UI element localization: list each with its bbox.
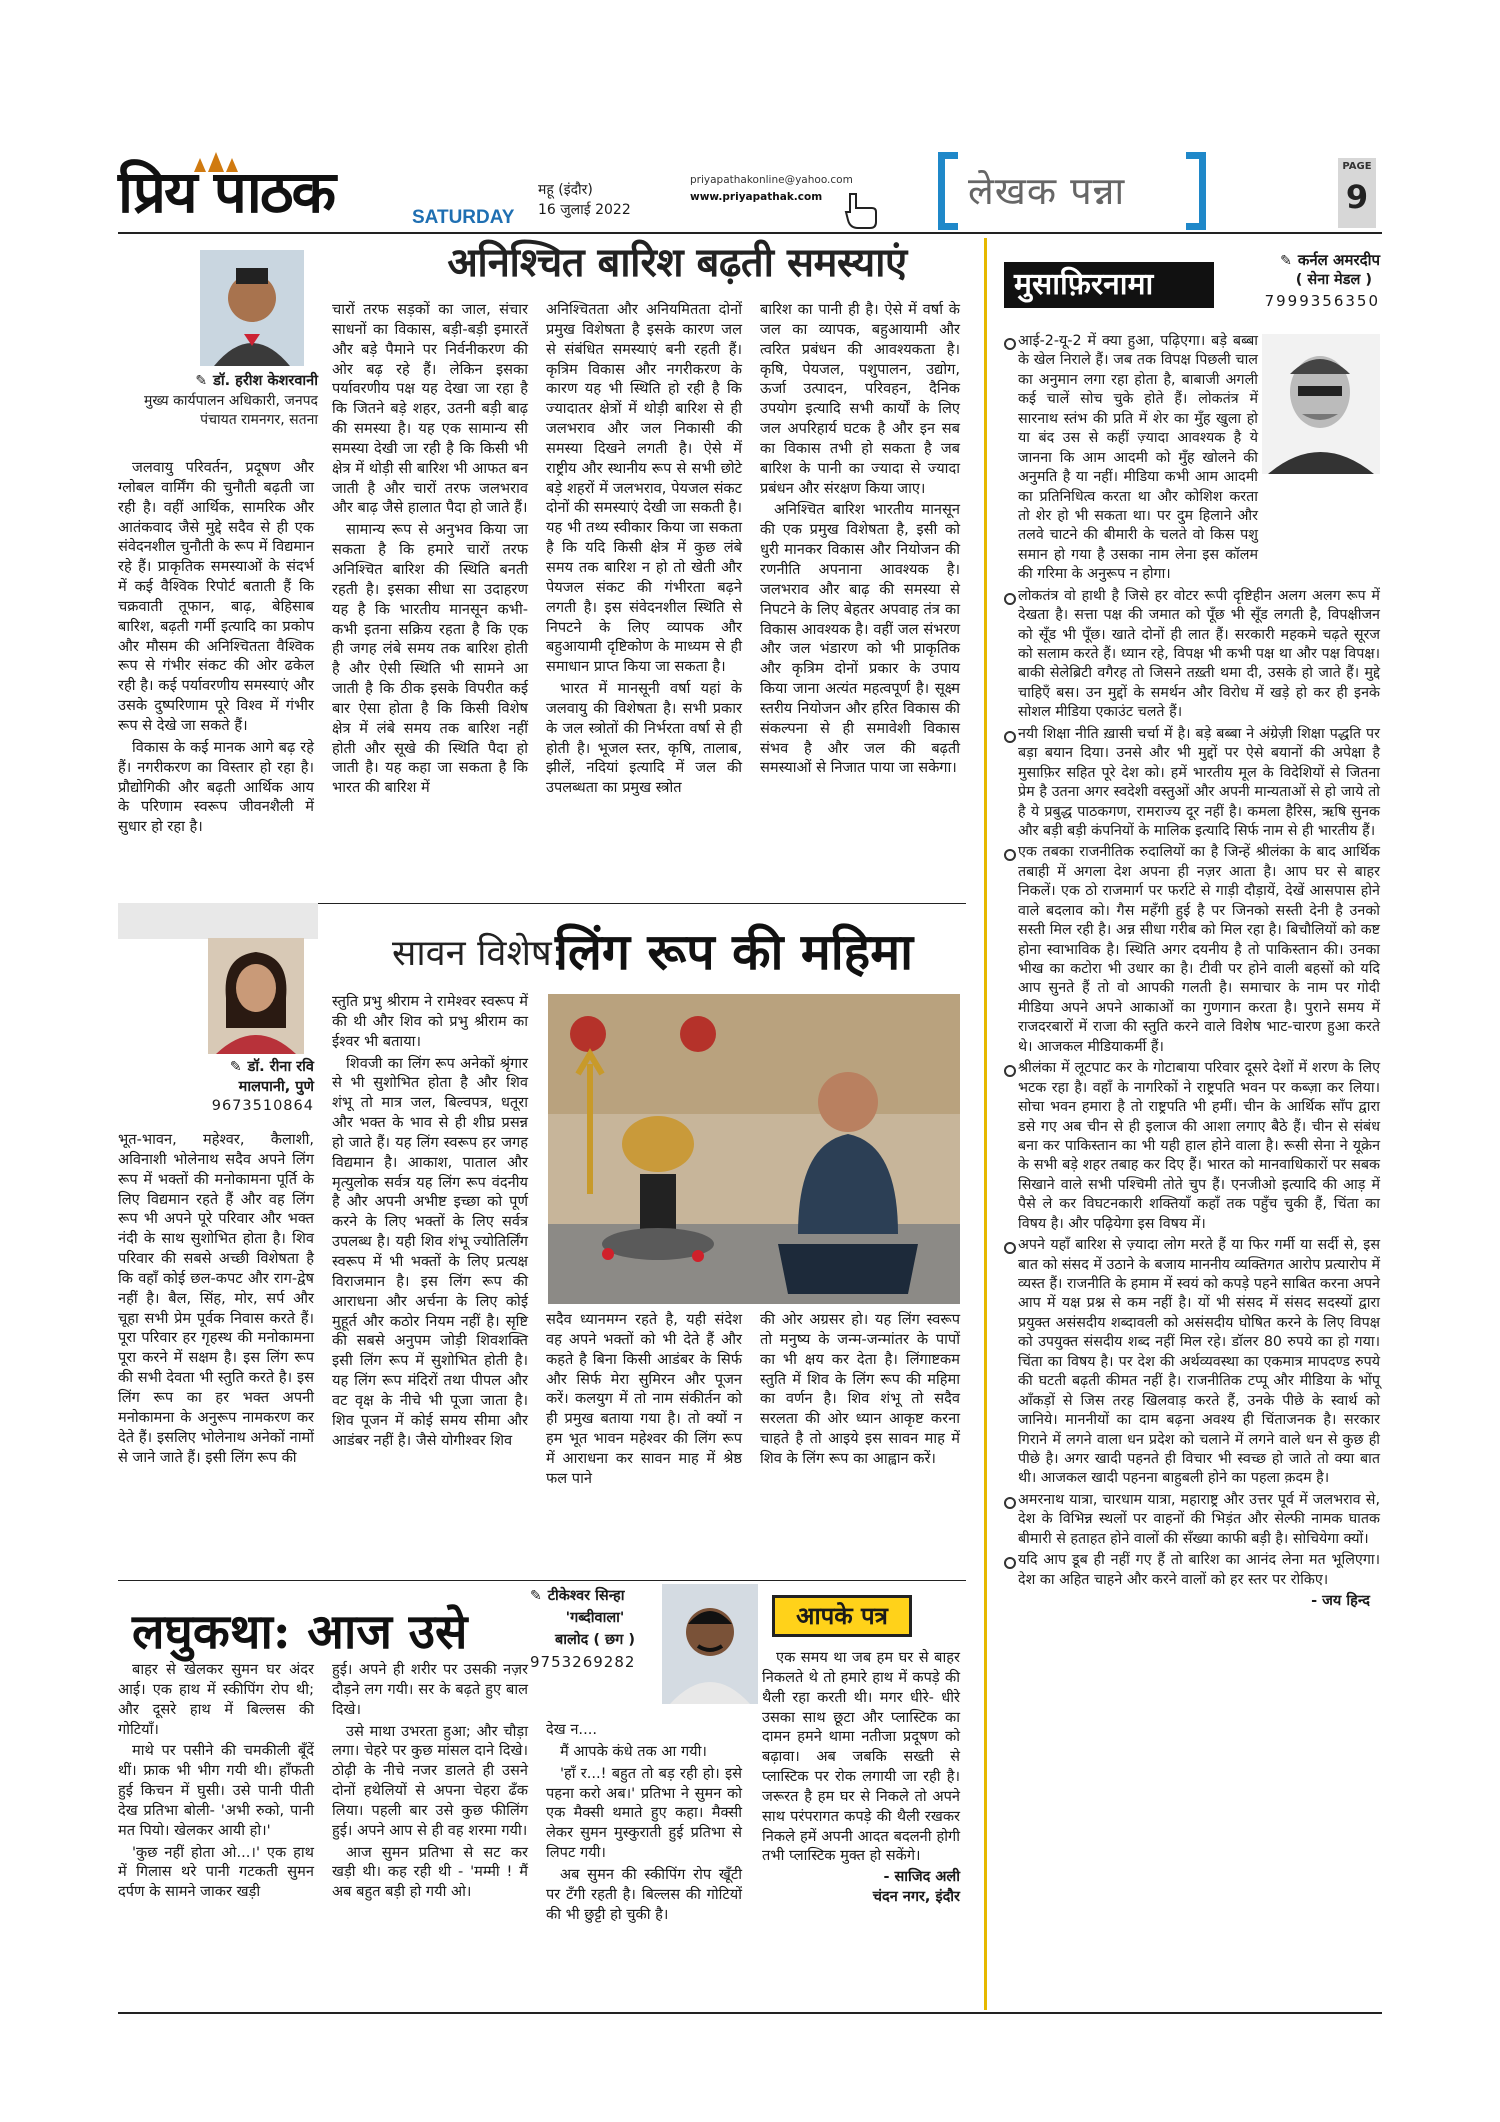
article1-title: अनिश्चित बारिश बढ़ती समस्याएं xyxy=(447,239,907,286)
musafirnama-item-8: यदि आप डूब ही नहीं गए हैं तो बारिश का आनंद लेना मत भूलिएगा। देश का अहित चाहने और करने वालों को हर स्तर पर रोकिए। xyxy=(1004,1551,1380,1590)
article2-col2 xyxy=(332,992,528,1452)
article1-col4-p2: अनिश्चित बारिश भारतीय मानसून की एक प्रमुख विशेषता है, इसी को धुरी मानकर विकास और नियोजन की रणनीति अपनाना आवश्यक है। जलभराव और बाढ़ की समस्या से निपटने के लिए बेहतर अपवाह तंत्र का विकास आवश्यक है। वहीं जल संभरण और जल भंडारण को भी प्राकृतिक और कृत्रिम दोनों प्रकार के उपाय किया जाना अत्यंत महत्वपूर्ण है। सूक्ष्म स्तरीय नियोजन और हरित विकास की संकल्पना से ही समावेशी विकास संभव है और जल की बढ़ती समस्याओं से निजात पाया जा सकेगा। xyxy=(760,501,960,777)
article1-col2-p2: सामान्य रूप से अनुभव किया जा सकता है कि हमारे चारों तरफ अनिश्चित बारिश की स्थिति बनती रहती है। इसका सीधा सा उदाहरण यह है कि भारतीय मानसून कभी-कभी इतना सक्रिय रहता है कि एक ही जगह लंबे समय तक बारिश होती है और ऐसी स्थिति भी सामने आ जाती है कि ठीक इसके विपरीत कई बार ऐसा होता है कि किसी विशेष क्षेत्र में लंबे समय तक बारिश नहीं होती और सूखे की स्थिति पैदा हो जाती है। यह कहा जा सकता है कि भारत की बारिश में xyxy=(332,521,528,797)
article1-col1 xyxy=(118,458,314,839)
article2-byline xyxy=(118,1058,314,1117)
page-number: 9 xyxy=(1345,178,1369,216)
article2-heading-prefix: सावन विशेष: xyxy=(392,933,564,974)
article1-col2 xyxy=(332,300,528,800)
shivling-worship-photo xyxy=(548,994,960,1304)
article1-col3-p1: अनिश्चितता और अनियमितता दोनों प्रमुख विशेषता है इसके कारण जल से संबंधित समस्याएं बनी रहती हैं। कृत्रिम विकास और नगरीकरण के कारण यह भी स्थिति हो रही है कि ज्यादातर क्षेत्रों में थोड़ी बारिश से ही जलभराव और जल निकासी की समस्या दिखने लगती है। ऐसे में राष्ट्रीय और स्थानीय रूप से सभी छोटे बड़े शहरों में जलभराव, पेयजल संकट दोनों की समस्याएं देखी जा सकती है। यह भी तथ्य स्वीकार किया जा सकता है कि यदि किसी क्षेत्र में कुछ लंबे समय तक बारिश न हो तो खेती और पेयजल संकट की गंभीरता बढ़ने लगती है। इस संवेदनशील स्थिति से निपटने के लिए व्यापक और बहुआयामी दृष्टिकोण के माध्यम से ही समाधान प्राप्त किया जा सकता है। xyxy=(546,301,742,676)
article2-col3 xyxy=(546,1310,742,1491)
article2-label-band xyxy=(118,903,318,939)
musafirnama-phone: 7999356350 xyxy=(1264,291,1380,310)
article3-place: बालोद ( छग ) xyxy=(554,1631,636,1648)
masthead-date: 16 जुलाई 2022 xyxy=(538,201,631,218)
letters-sender: - साजिद अली xyxy=(883,1869,960,1886)
musafirnama-title: मुसाफ़िरनामा xyxy=(1004,262,1214,308)
article2-heading: लिंग रूप की महिमा xyxy=(555,922,914,981)
newspaper-logo[interactable]: प्रिय पाठक xyxy=(118,158,335,226)
masthead-day: SATURDAY xyxy=(412,207,515,228)
author-photo-reena xyxy=(208,938,304,1054)
musafirnama-rank: ( सेना मेडल ) xyxy=(1295,272,1372,289)
musafirnama-item-2: लोकतंत्र वो हाथी है जिसे हर वोटर रूपी दृष्टिहीन अलग अलग रूप में देखता है। सत्ता पक्ष की जमात को पूँछ भी सूँड लगती है, विपक्षीजन को सूँड भी पूँछ। खाते दोनों ही लात हैं। सरकारी महकमे चढ़ते सूरज को सलाम करते हैं। ध्यान रहे, विपक्ष भी कभी पक्ष था और पक्ष विपक्ष। बाकी सेलेब्रिटी वगैरह तो जिसने तख़्ती थमा दी, उसके हो जाते हैं। मुद्दे चाहिएँ बस। उन मुद्दों के समर्थन और विरोध में खड़े हो कर ही इनके सोशल मीडिया एकाउंट चलते हैं। xyxy=(1004,587,1380,723)
article3-col2-p1: हुई। अपने ही शरीर पर उसकी नज़र दौड़ने लग गयी। सर के बढ़ते हुए बाल दिखे। xyxy=(332,1661,528,1718)
musafirnama-signoff: - जय हिन्द xyxy=(1311,1593,1370,1609)
article3-col3-p4: अब सुमन की स्कीपिंग रोप खूँटी पर टँगी रहती है। बिल्लस की गोटियों की भी छुट्टी हो चुकी है। xyxy=(546,1865,742,1923)
pencil-icon: ✎ xyxy=(1280,253,1292,269)
article2-author: डॉ. रीना रवि xyxy=(247,1059,314,1075)
masthead-rule xyxy=(118,232,1382,234)
musafirnama-item-7: अमरनाथ यात्रा, चारधाम यात्रा, महाराष्ट्र और उत्तर पूर्व में जलभराव से, देश के विभिन्न स्थलों पर वाहनों की भिड़ंत और सेल्फी नामक घातक बीमारी से हताहत होने वालों की सँख्या काफी बड़ी है। सोचियेगा क्यों। xyxy=(1004,1491,1380,1549)
article3-col1-p2: माथे पर पसीने की चमकीली बूँदें थीं। फ्राक भी भीग गयी थी। हाँफती हुई किचन में घुसी। उसे पानी पीती देख प्रतिभा बोली- 'अभी रुको, पानी मत पियो। खेलकर आयी हो।' xyxy=(118,1742,314,1839)
article2-phone: 9673510864 xyxy=(211,1098,314,1115)
musafirnama-item-5: श्रीलंका में लूटपाट कर के गोटाबाया परिवार दूसरे देशों में शरण के लिए भटक रहा है। वहाँ के नागरिकों ने राष्ट्रपति भवन पर कब्ज़ा कर लिया। सोचा भवन हमारा है तो राष्ट्रपति भी हमीं। चीन के आर्थिक साँप द्वारा डसे गए अब चीन से ही इलाज की आशा लगाए बैठे हैं। चीन से संबंध बना कर पाकिस्तान का भी यही हाल होने वाला है। रूसी सेना ने यूक्रेन के सभी बड़े शहर तबाह कर दिए हैं। भारत को मानवाधिकारों पर सबक सिखाने वाले सभी पश्चिमी तोते चुप हैं। एनजीओ इत्यादि की आड़ में पैसे ले कर विघटनकारी शक्तियाँ कहाँ तक पहुँच चुकी हैं, चिंता का विषय है। और पढ़ियेगा इस विषय में। xyxy=(1004,1059,1380,1234)
masthead-website[interactable]: www.priyapathak.com xyxy=(690,190,823,203)
author-photo-tikeshwar xyxy=(662,1584,758,1704)
article3-col3-p3: 'हाँ र...! बहुत तो बड़ रही हो। इसे पहना करो अब।' प्रतिभा ने सुमन को एक मैक्सी थमाते हुए कहा। मैक्सी लेकर सुमन मुस्कुराती हुई प्रतिभा से लिपट गयी। xyxy=(546,1764,742,1862)
article3-col2 xyxy=(332,1660,528,1904)
musafirnama-item-3: नयी शिक्षा नीति ख़ासी चर्चा में है। बड़े बब्बा ने अंग्रेज़ी शिक्षा पद्धति पर बड़ा बयान दिया। उनसे और भी मुद्दों पर ऐसे बयानों की अपेक्षा है मुसाफ़िर सहित पूरे देश को। हमें भारतीय मूल के विदेशियों से जितना प्रेम है उतना अगर स्वदेशी वस्तुओं और अपनी मान्यताओं से हो जाये तो है ये प्रबुद्ध पाठकगण, रामराज्य दूर नहीं है। कमला हैरिस, ऋषि सुनक और बड़ी बड़ी कंपनियों के मालिक इत्यादि सिर्फ नाम से ही भारतीय हैं। xyxy=(1004,725,1380,842)
article3-col1-p3: 'कुछ नहीं होता ओ...।' एक हाथ में गिलास थरे पानी गटकती सुमन दर्पण के सामने जाकर खड़ी xyxy=(118,1843,314,1901)
rule-article2-end xyxy=(118,1580,966,1581)
article3-col2-p3: आज सुमन प्रतिभा से सट कर खड़ी थी। कह रही थी - 'मम्मी ! मैं अब बहुत बड़ी हो गयी ओ। xyxy=(332,1843,528,1901)
pencil-icon: ✎ xyxy=(530,1588,542,1604)
musafirnama-author: कर्नल अमरदीप xyxy=(1297,251,1380,269)
article3-author: टीकेश्वर सिन्हा xyxy=(547,1588,625,1604)
article1-byline xyxy=(118,372,318,430)
article2-col1-p1: भूत-भावन, महेश्वर, कैलाशी, अविनाशी भोलेनाथ सदैव अपने लिंग रूप में भक्तों की मनोकामना पूर्ति के लिए विद्यमान रहते हैं और वह लिंग रूप भी अपने पूरे परिवार और भक्त नंदी के साथ सुशोभित होता है। शिव परिवार की सबसे अच्छी विशेषता है कि वहाँ कोई छल-कपट और राग-द्वेष नहीं है। बैल, सिंह, मोर, सर्प और चूहा सभी प्रेम पूर्वक निवास करते हैं। पूरा परिवार हर गृहस्थ की मनोकामना पूरा करने में सक्षम है। इस लिंग रूप की सभी देवता भी स्तुति करते है। इस लिंग रूप का हर भक्त अपनी मनोकामना के अनुरूप नामकरण कर देते हैं। इसलिए भोलेनाथ अनेकों नामों से जाने जाते हैं। इसी लिंग रूप की xyxy=(118,1131,314,1466)
article1-author: डॉ. हरीश केशरवानी xyxy=(213,373,318,389)
pointing-hand-icon xyxy=(842,190,882,230)
musafirnama-body xyxy=(1004,332,1380,1612)
letters-sender-place: चंदन नगर, इंदौर xyxy=(872,1889,960,1905)
musafirnama-item-1a: आई-2-यू-2 में क्या हुआ, पढ़िएगा। बड़े बब्बा के खेल निराले हैं। जब तक विपक्ष पिछली चाल का अनुमान लगा रहा होता है, बाबाजी अगली कई चालें सोच चुके होते हैं। लोकतंत्र में सारनाथ स्तंभ की प्रति में शेर का मुँह खुला हो या बंद उस से कहीं ज़्यादा आवश्यक है ये जानना कि आम आदमी को मुँह खोलने की अनुमति है या नहीं। मीडिया कभी आम आदमी का प्रतिनिधित्व करता था और कोशिश करता तो शेर हो भी सकता था। पर दुम हिलाने और तलवे चाटने की बीमारी के चलते वो किस पशु समान हो गया है उसका नाम लेना इस कॉलम की गरिमा के अनुरूप न होगा। xyxy=(1004,332,1380,585)
section-title-box xyxy=(938,152,1206,230)
article2-author-city: मालपानी, पुणे xyxy=(238,1078,314,1095)
article1-col3-p2: भारत में मानसूनी वर्षा यहां के जलवायु की विशेषता है। सभी प्रकार के जल स्त्रोतों की निर्भरता वर्षा से ही होती है। भूजल स्तर, कृषि, तालाब, झीलें, नदियां इत्यादि में जल की उपलब्धता का प्रमुख स्त्रोत xyxy=(546,680,742,797)
pencil-icon: ✎ xyxy=(229,1059,242,1075)
article3-col1-p1: बाहर से खेलकर सुमन घर अंदर आई। एक हाथ में स्कीपिंग रोप थी; और दूसरे हाथ में बिल्लस की गोटियाँ। xyxy=(118,1661,314,1738)
article1-col1-p1: जलवायु परिवर्तन, प्रदूषण और ग्लोबल वार्मिंग की चुनौती बढ़ती जा रही है। वहीं आर्थिक, सामरिक और आतंकवाद जैसे मुद्दे सदैव से ही एक संवेदनशील चुनौती के रूप में विद्यमान रहे हैं। प्राकृतिक समस्याओं के संदर्भ में कई वैश्विक रिपोर्ट बताती हैं कि चक्रवाती तूफान, बाढ़, बेहिसाब बारिश, बढ़ती गर्मी इत्यादि का प्रकोप और मौसम की अनिश्चितता वैश्विक रूप से गंभीर संकट की ओर ढकेल रही है। कई पर्यावरणीय समस्याएं और उसके दुष्परिणाम पूरे विश्व में गंभीर रूप से देखे जा सकते हैं। xyxy=(118,459,314,734)
masthead-place: महू (इंदौर) xyxy=(538,182,593,198)
article2-col4 xyxy=(760,1310,960,1471)
article3-heading: लघुकथा: आज उसे xyxy=(132,1604,468,1660)
article2-col4-p1: की ओर अग्रसर हो। यह लिंग स्वरूप तो मनुष्य के जन्म-जन्मांतर के पापों का भी क्षय कर देता है। लिंगाष्टकम स्तुति में शिव के लिंग रूप की महिमा का वर्णन है। शिव शंभू तो सदैव सरलता की ओर ध्यान आकृष्ट करना चाहते है तो आइये इस सावन माह में शिव के लिंग रूप का आह्वान करें। xyxy=(760,1311,960,1467)
masthead-dateline xyxy=(538,181,631,220)
article1-designation: मुख्य कार्यपालन अधिकारी, जनपद पंचायत रामनगर, सतना xyxy=(143,392,318,428)
article3-phone: 9753269282 xyxy=(530,1653,636,1672)
article2-col2-p1: स्तुति प्रभु श्रीराम ने रामेश्वर स्वरूप में की थी और शिव को प्रभु श्रीराम का ईश्वर भी बताया। xyxy=(332,993,528,1050)
article2-col1 xyxy=(118,1130,314,1469)
article3-col1 xyxy=(118,1660,314,1904)
article2-col2-p2: शिवजी का लिंग रूप अनेकों श्रृंगार से भी सुशोभित होता है और शिव शंभू तो मात्र जल, बिल्वपत्र, धतूरा और भक्त के भाव से ही शीघ्र प्रसन्न हो जाते हैं। यह लिंग स्वरूप हर जगह विद्यमान है। आकाश, पाताल और मृत्युलोक सर्वत्र यह लिंग रूप वंदनीय है और अपनी अभीष्ट इच्छा को पूर्ण करने के लिए भक्तों के लिए सर्वत्र उपलब्ध है। यही शिव शंभू ज्योतिर्लिंग स्वरूप में भी भक्तों के लिए प्रत्यक्ष विराजमान है। इस लिंग रूप की आराधना और अर्चना के लिए कोई मुहूर्त और कठोर नियम नहीं है। सृष्टि की सबसे अनुपम जोड़ी शिवशक्ति इसी लिंग रूप में सुशोभित होती है। यह लिंग रूप मंदिरों तथा पीपल और वट वृक्ष के नीचे भी पूजा जाता है। शिव पूजन में कोई समय सीमा और आडंबर नहीं है। जैसे योगीश्वर शिव xyxy=(332,1054,528,1449)
letters-heading: आपके पत्र xyxy=(772,1595,912,1637)
article3-col3 xyxy=(546,1720,742,1926)
musafirnama-item-6: अपने यहाँ बारिश से ज़्यादा लोग मरते हैं या फिर गर्मी या सर्दी से, इस बात को संसद में उठाने के बजाय माननीय व्यक्तिगत आरोप प्रत्यारोप में व्यस्त हैं। राजनीति के हमाम में स्वयं को कपड़े पहने साबित करना अपने आप में यक्ष प्रश्न से कम नहीं है। यों भी संसद में संसद सदस्यों द्वारा प्रयुक्त असंसदीय शब्दावली को असंसदीय घोषित करने के लिए विपक्ष को उपयुक्त संसदीय शब्द नहीं मिल रहे। डॉलर 80 रुपये का हो गया। चिंता का विषय है। पर देश की अर्थव्यवस्था का एकमात्र मापदण्ड रुपये की घटती बढ़ती कीमत नहीं है। राजनीतिक टप्पू और मीडिया के भोंपू आँकड़ों से जिस तरह खिलवाड़ करते हैं, उनके पीछे के स्वार्थ को जानिये। माननीयों का दाम बढ़ना अवश्य ही चिंताजनक है। सरकार गिराने में लगने वाला धन प्रदेश को चलाने में लगने वाले धन से कुछ ही पीछे है। अगर खादी पहनते ही विचार भी स्वच्छ हो जाते तो क्या बात थी। आजकल खादी पहनना बाहुबली होने का पहला क़दम है। xyxy=(1004,1236,1380,1489)
article3-col3-p2: मैं आपके कंधे तक आ गयी। xyxy=(560,1742,707,1760)
article3-col2-p2: उसे माथा उभरता हुआ; और चौड़ा लगा। चेहरे पर कुछ मांसल दाने दिखे। ठोढ़ी के नीचे नजर डालते ही उसने दोनों हथेलियों से अपना चेहरा ढँक लिया। पहली बार उसे कुछ फीलिंग हुई। अपने आप से ही वह शरमा गयी। xyxy=(332,1722,528,1839)
pencil-icon: ✎ xyxy=(195,373,208,389)
page-bottom-rule xyxy=(118,2012,1382,2014)
article1-col1-p2: विकास के कई मानक आगे बढ़ रहे हैं। नगरीकरण का विस्तार हो रहा है। प्रौद्योगिकी और बढ़ती आर्थिक आय के परिणाम स्वरूप जीवनशैली में सुधार हो रहा है। xyxy=(118,738,314,836)
page-label: PAGE xyxy=(1342,161,1372,172)
letters-body-block xyxy=(762,1648,960,1908)
section-title: लेखक पन्ना xyxy=(968,169,1126,213)
column-divider xyxy=(984,238,987,2010)
article1-col3 xyxy=(546,300,742,800)
page-number-box xyxy=(1338,158,1376,228)
article1-col4 xyxy=(760,300,960,780)
article1-col2-p1: चारों तरफ सड़कों का जाल, संचार साधनों का विकास, बड़ी-बड़ी इमारतें और बड़े पैमाने पर निर्वनीकरण की ओर बढ़ रहे हैं। लेकिन इसका पर्यावरणीय पक्ष यह देखा जा रहा है कि जितने बड़े शहर, उतनी बड़ी बाढ़ की समस्या है। यह एक सामान्य सी समस्या देखी जा रही है कि किसी भी क्षेत्र में थोड़ी सी बारिश भी आफत बन जाती है और चारों तरफ जलभराव और बाढ़ जैसे हालात पैदा हो जाते हैं। xyxy=(332,301,528,517)
article3-alias: 'गब्दीवाला' xyxy=(565,1609,625,1626)
letters-body: एक समय था जब हम घर से बाहर निकलते थे तो हमारे हाथ में कपड़े की थैली रहा करती थी। मगर धीरे- धीरे उसका साथ छूटा और प्लास्टिक का दामन हमने थामा नतीजा प्रदूषण को बढ़ावा। अब जबकि सख्ती से प्लास्टिक पर रोक लगायी जा रही है। जरूरत है हम घर से निकले तो अपने साथ परंपरागत कपड़े की थैली रखकर निकले हमें अपनी आदत बदलनी होगी तभी प्लास्टिक मुक्त हो सकेंगे। xyxy=(762,1649,960,1865)
author-photo-harish xyxy=(200,250,304,366)
article1-col4-p1: बारिश का पानी ही है। ऐसे में वर्षा के जल का व्यापक, बहुआयामी और त्वरित प्रबंधन की आवश्यकता है। कृषि, पेयजल, पशुपालन, उद्योग, ऊर्जा उत्पादन, परिवहन, दैनिक उपयोग इत्यादि सभी कार्यों के लिए जल अपरिहार्य घटक है और इन सब का विकास तभी हो सकता है जब बारिश के पानी का ज्यादा से ज्यादा प्रबंधन और संरक्षण किया जाए। xyxy=(760,301,960,497)
article2-col3-p1: सदैव ध्यानमग्न रहते है, यही संदेश वह अपने भक्तों को भी देते हैं और कहते है बिना किसी आडंबर के सिर्फ और सिर्फ मेरा सुमिरन और पूजन करें। कलयुग में तो नाम संकीर्तन को ही प्रमुख बताया गया है। तो क्यों न हम भूत भावन महेश्वर की लिंग रूप में आराधना कर सावन माह में श्रेष्ठ फल पाने xyxy=(546,1311,742,1487)
musafirnama-item-4: एक तबका राजनीतिक रुदालियों का है जिन्हें श्रीलंका के बाद आर्थिक तबाही में अगला देश अपना ही नज़र आता है। आप घर से बाहर निकलें। एक ठो राजमार्ग पर फर्राटे से गाड़ी दौड़ायें, देखें आसपास होने वाले बदलाव को। गैस महँगी हुई है पर जिनको सस्ती देनी है उनको सस्ती मिल रही है। अन्न सीधा गरीब को मिल रहा है। बिचौलियों को कष्ट होना स्वाभाविक है। स्थिति अगर दयनीय है तो पाकिस्तान की। उनका भीख का कटोरा भी उधार का है। टीवी पर होने वाली बहसों को यदि आप सुनते हैं तो वो आपकी गलती है। समाचार के नाम पर गोदी मीडिया अपने अपने आकाओं का गुणगान करता है। पुराने समय में राजदरबारों में राजा की स्तुति करने वाले विशेष भाट-चारण हुआ करते थे। आजकल मीडियाकर्मी हैं। xyxy=(1004,843,1380,1057)
article3-col3-p1: देख न.... xyxy=(546,1721,597,1738)
masthead-contact xyxy=(690,172,853,206)
article3-byline xyxy=(530,1586,660,1674)
masthead-email[interactable]: priyapathakonline@yahoo.com xyxy=(690,174,853,186)
